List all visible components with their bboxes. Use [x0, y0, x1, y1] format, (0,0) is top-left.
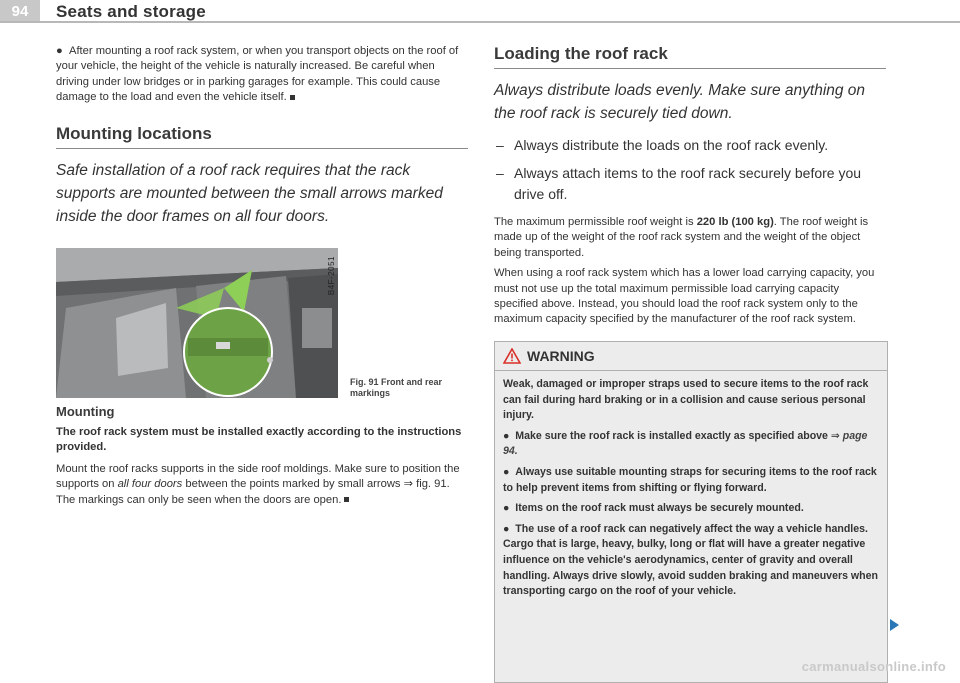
- roof-weight-paragraph: [494, 215, 886, 261]
- warning-bullet: ● Always use suitable mounting straps for securing items to the roof rack to help prevent items from shifting or flying forward.: [503, 465, 877, 494]
- mounting-lead: The roof rack system must be installed exactly according to the instructions provided.: [56, 426, 462, 454]
- warning-bullet: ● Items on the roof rack must always be securely mounted.: [503, 502, 804, 515]
- figure-code: B4F-2051: [327, 256, 336, 296]
- mounting-heading: Mounting: [56, 404, 115, 419]
- warning-bullet-text: Make sure the roof rack is installed exactly as specified above: [515, 429, 828, 442]
- roof-weight-text-a: The maximum permissible roof weight is: [494, 216, 697, 228]
- warning-bullet: ● Make sure the roof rack is installed exactly as specified above ⇒ page 94.: [503, 429, 868, 458]
- figure-caption: Fig. 91 Front and rear markings: [350, 377, 443, 398]
- left-column: [56, 44, 468, 506]
- capacity-paragraph: When using a roof rack system which has a lower load carrying capacity, you must not use up the total maximum permissible load carrying capacity specified above. Instead, you should load the roof rack system only to the maximum capacity specified by the manufacturer of the roof rack system.: [494, 267, 875, 326]
- figure-91: [56, 248, 338, 398]
- dash-marker: –: [496, 137, 504, 153]
- roof-weight-value: 220 lb (100 kg): [696, 216, 774, 228]
- warning-bullet-text: The use of a roof rack can negatively affect the way a vehicle handles. Cargo that is large, heavy, bulky, long or flat will have a greater negative influence on the vehicle's aerodynamics, center of gravity and overall handling. Always drive slowly, avoid sudden braking and maneuvers when transporting cargo on the roof of your vehicle.: [503, 522, 878, 598]
- instruction-item: [494, 135, 886, 156]
- header-rule: [0, 21, 960, 23]
- instruction-item: [494, 163, 886, 205]
- dash-marker: –: [496, 165, 504, 181]
- mounting-locations-intro: Safe installation of a roof rack requires that the rack supports are mounted between the small arrows marked inside the door frames on all four doors.: [56, 161, 443, 225]
- roof-weight-text-b: . The roof weight is made up of the weight of the roof rack system and the weight of the object being transported.: [494, 216, 869, 259]
- right-column: [494, 44, 886, 598]
- end-marker: [344, 497, 349, 502]
- continue-arrow-icon: [890, 619, 899, 631]
- warning-box: [494, 341, 888, 683]
- loading-intro: Always distribute loads evenly. Make sure anything on the roof rack is securely tied down.: [494, 82, 866, 122]
- instruction-text: Always distribute the loads on the roof rack evenly.: [514, 137, 829, 153]
- height-note-text: After mounting a roof rack system, or when you transport objects on the roof of your vehicle, the height of the vehicle is naturally increased. Be careful when driving under low bridges or in parking garages for example. This could cause damage to the load and even the vehicle itself.: [56, 45, 459, 104]
- warning-triangle-icon: [503, 348, 521, 364]
- mounting-locations-heading: Mounting locations: [56, 124, 468, 149]
- warning-lead: Weak, damaged or improper straps used to secure items to the roof rack can fail during hard braking or in a collision and cause serious personal injury.: [503, 378, 869, 422]
- watermark: carmanualsonline.info: [801, 659, 946, 674]
- warning-header: [495, 342, 887, 371]
- roof-markings-illustration: [56, 248, 338, 398]
- warning-bullet: ● The use of a roof rack can negatively affect the way a vehicle handles. Cargo that is large, heavy, bulky, long or flat will have a greater negative influence on the vehicle's aerodynamics, center of gravity and overall handling. Always drive slowly, avoid sudden braking and maneuvers when transporting cargo on the roof of your vehicle.: [503, 522, 878, 598]
- height-note: [56, 44, 468, 106]
- end-marker: [290, 95, 295, 100]
- mounting-body-2: between the points marked by small arrows ⇒ fig. 91. The markings can only be seen when the doors are open.: [56, 478, 450, 506]
- mounting-body-1: Mount the roof racks supports in the side roof moldings. Make sure to position the supports on: [56, 462, 460, 491]
- warning-body: [495, 371, 887, 600]
- page-number: 94: [0, 0, 40, 22]
- warning-bullet-text: Items on the roof rack must always be securely mounted.: [515, 502, 804, 515]
- warning-bullet-text: Always use suitable mounting straps for securing items to the roof rack to help prevent items from shifting or flying forward.: [503, 465, 877, 494]
- instruction-text: Always attach items to the roof rack securely before you drive off.: [514, 165, 862, 202]
- mounting-body: [56, 462, 468, 508]
- warning-title: WARNING: [527, 348, 595, 364]
- mounting-body-italic: all four doors: [117, 478, 183, 491]
- loading-heading: Loading the roof rack: [494, 44, 886, 69]
- page-reference-link[interactable]: ⇒ page 94.: [503, 429, 868, 458]
- section-title: Seats and storage: [56, 2, 206, 21]
- bullet-dot: ●: [56, 45, 69, 57]
